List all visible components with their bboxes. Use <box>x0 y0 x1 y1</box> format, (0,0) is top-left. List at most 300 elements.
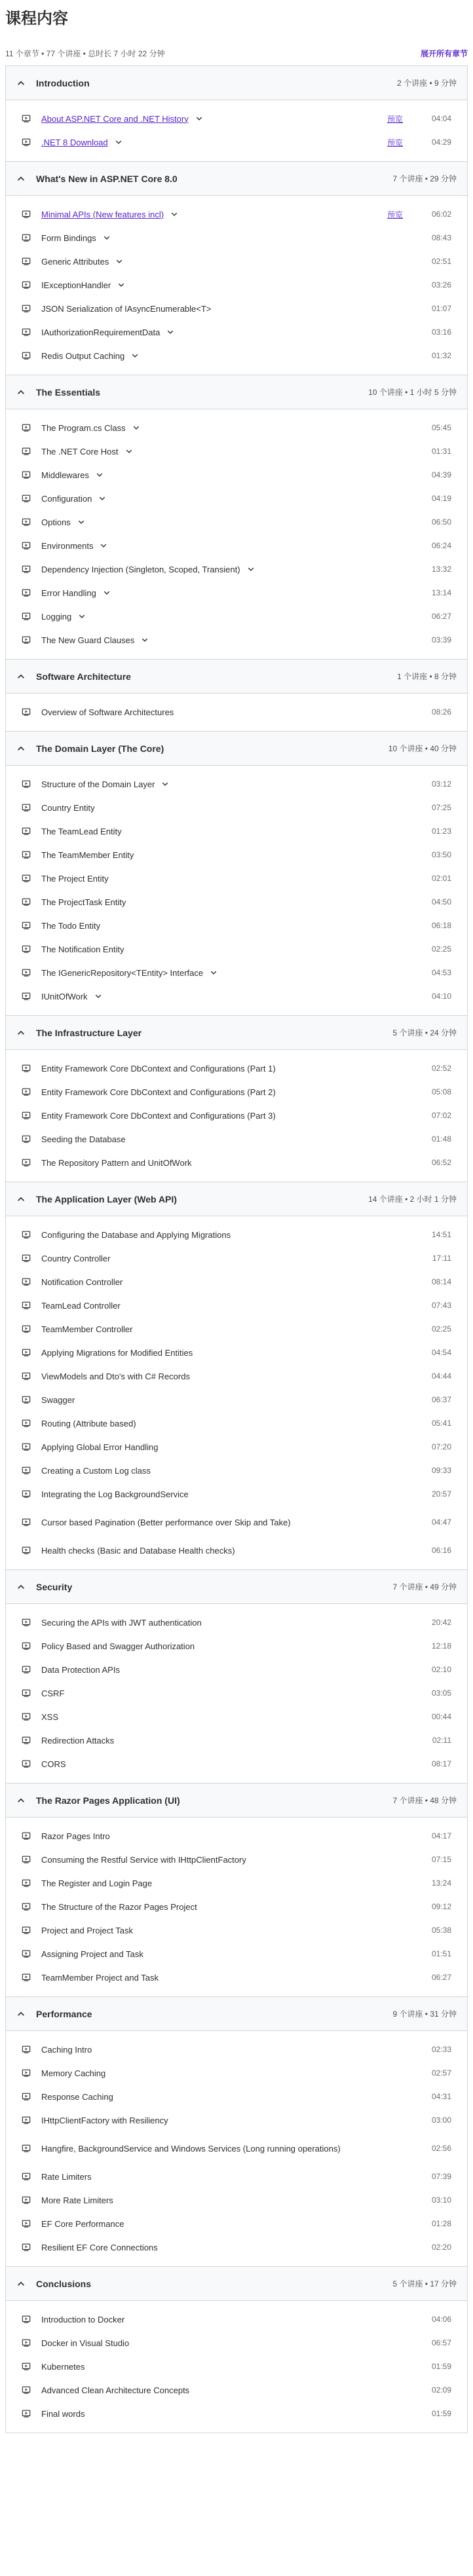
lecture-duration: 06:57 <box>431 2338 451 2347</box>
section-header[interactable] <box>6 2267 467 2301</box>
lecture-duration: 07:02 <box>431 1111 451 1120</box>
lecture-item[interactable] <box>6 202 467 226</box>
section-lecture-list <box>6 409 467 659</box>
chevron-down-icon[interactable] <box>195 114 204 123</box>
chevron-down-icon[interactable] <box>96 470 105 479</box>
lecture-title-wrap <box>41 564 429 575</box>
lecture-title: Swagger <box>41 1394 75 1405</box>
lecture-title-wrap <box>41 1277 429 1288</box>
lecture-duration: 01:59 <box>431 2409 451 2418</box>
section-header[interactable] <box>6 66 467 100</box>
video-icon <box>22 850 41 859</box>
video-icon <box>22 2195 41 2205</box>
section-header[interactable] <box>6 1570 467 1604</box>
lecture-title: Integrating the Log BackgroundService <box>41 1489 189 1499</box>
lecture-duration: 07:43 <box>431 1301 451 1310</box>
section-meta: 5 个讲座 • 17 分钟 <box>392 2279 457 2288</box>
lecture-title: The Notification Entity <box>41 944 124 954</box>
video-icon <box>22 992 41 1001</box>
chevron-down-icon[interactable] <box>131 351 140 360</box>
lecture-title-wrap <box>41 1489 429 1500</box>
chevron-down-icon[interactable] <box>103 233 112 242</box>
lecture-title: Memory Caching <box>41 2068 106 2078</box>
lecture-title-wrap <box>41 1324 429 1335</box>
section-header[interactable] <box>6 1182 467 1216</box>
section-lecture-list <box>6 1818 467 1996</box>
lecture-item <box>6 1634 467 1658</box>
lecture-title-wrap <box>41 233 429 244</box>
section-header[interactable] <box>6 1783 467 1818</box>
lecture-duration: 08:14 <box>431 1277 451 1286</box>
lecture-title: TeamLead Controller <box>41 1300 121 1311</box>
lecture-item <box>6 1658 467 1681</box>
chevron-down-icon[interactable] <box>132 423 142 432</box>
chevron-down-icon[interactable] <box>94 992 104 1001</box>
lecture-title: Error Handling <box>41 588 96 598</box>
section-lecture-list <box>6 2301 467 2433</box>
curriculum-section <box>6 66 467 161</box>
chevron-down-icon[interactable] <box>166 327 176 337</box>
video-icon <box>22 1158 41 1167</box>
lecture-item <box>6 2235 467 2259</box>
lecture-title-wrap <box>41 113 387 124</box>
lecture-title: Configuring the Database and Applying Migrations <box>41 1229 231 1240</box>
lecture-duration: 03:50 <box>431 850 451 859</box>
lecture-duration: 06:27 <box>431 1973 451 1982</box>
preview-link[interactable]: 预览 <box>387 138 403 147</box>
lecture-duration: 04:04 <box>431 114 451 123</box>
chevron-down-icon[interactable] <box>170 210 180 219</box>
video-icon <box>22 1111 41 1120</box>
lecture-title-wrap <box>41 303 429 314</box>
lecture-title: Consuming the Restful Service with IHttpClientFactory <box>41 1854 246 1865</box>
section-meta: 7 个讲座 • 48 分钟 <box>392 1796 457 1805</box>
video-icon <box>22 1230 41 1239</box>
lecture-item <box>6 1270 467 1294</box>
lecture-title: The .NET Core Host <box>41 446 119 457</box>
lecture-title-wrap <box>41 1517 429 1528</box>
lecture-duration: 02:33 <box>431 2045 451 2054</box>
lecture-title-wrap <box>41 1972 429 1983</box>
lecture-title: Advanced Clean Architecture Concepts <box>41 2385 190 2395</box>
lecture-item <box>6 1294 467 1317</box>
lecture-title: IHttpClientFactory with Resiliency <box>41 2115 168 2125</box>
lecture-duration: 09:12 <box>431 1902 451 1911</box>
video-icon <box>22 968 41 977</box>
lecture-title-wrap <box>41 1465 429 1476</box>
section-header[interactable] <box>6 1016 467 1050</box>
video-icon <box>22 1395 41 1404</box>
section-header[interactable] <box>6 660 467 694</box>
curriculum-section <box>6 1182 467 1569</box>
section-title: What's New in ASP.NET Core 8.0 <box>36 173 178 184</box>
lecture-title: Kubernetes <box>41 2361 85 2372</box>
lecture-title: The Repository Pattern and UnitOfWork <box>41 1157 192 1168</box>
course-summary: 11 个章节 • 77 个讲座 • 总时长 7 小时 22 分钟 <box>5 48 165 58</box>
lecture-title: IAuthorizationRequirementData <box>41 327 161 337</box>
lecture-title-wrap <box>41 1300 429 1311</box>
video-icon <box>22 138 41 147</box>
lecture-item <box>6 1223 467 1246</box>
lecture-title: EF Core Performance <box>41 2218 124 2229</box>
lecture-item <box>6 2188 467 2212</box>
lecture-item <box>6 700 467 724</box>
lecture-duration: 20:57 <box>431 1489 451 1499</box>
lecture-item <box>6 2165 467 2188</box>
lecture-title: Applying Migrations for Modified Entities <box>41 1347 193 1358</box>
lecture-item <box>6 1151 467 1174</box>
chevron-down-icon[interactable] <box>161 779 170 789</box>
lecture-title-wrap <box>41 1110 429 1121</box>
video-icon <box>22 1064 41 1073</box>
video-icon <box>22 327 41 337</box>
lecture-item <box>6 344 467 367</box>
section-meta: 1 个讲座 • 8 分钟 <box>397 672 457 681</box>
lecture-item <box>6 1056 467 1080</box>
section-title: Security <box>36 1581 73 1592</box>
chevron-down-icon[interactable] <box>141 635 150 644</box>
lecture-title-wrap <box>41 350 429 362</box>
lecture-title-wrap <box>41 517 429 528</box>
lecture-duration: 04:17 <box>431 1831 451 1840</box>
chevron-up-icon <box>16 174 36 183</box>
video-icon <box>22 1324 41 1334</box>
lecture-title[interactable]: Minimal APIs (New features incl) <box>41 209 164 219</box>
lecture-duration: 07:15 <box>431 1855 451 1864</box>
lecture-item <box>6 772 467 796</box>
lecture-title-wrap <box>41 2091 429 2102</box>
lecture-title-wrap <box>41 2068 429 2079</box>
section-header[interactable] <box>6 375 467 409</box>
lecture-title: ViewModels and Dto's with C# Records <box>41 1371 190 1381</box>
section-lecture-list <box>6 196 467 375</box>
lecture-item[interactable] <box>6 130 467 154</box>
lecture-item <box>6 2212 467 2235</box>
lecture-item <box>6 1435 467 1459</box>
lecture-title-wrap <box>41 1759 429 1770</box>
lecture-item <box>6 1895 467 1918</box>
chevron-down-icon[interactable] <box>98 494 107 503</box>
lecture-title: Health checks (Basic and Database Health checks) <box>41 1545 235 1556</box>
video-icon <box>22 1518 41 1527</box>
lecture-duration: 02:25 <box>431 944 451 954</box>
lecture-title-wrap <box>41 446 429 457</box>
preview-link[interactable]: 预览 <box>387 210 403 219</box>
video-icon <box>22 1736 41 1745</box>
curriculum-section <box>6 161 467 375</box>
video-icon <box>22 612 41 621</box>
video-icon <box>22 2362 41 2371</box>
lecture-item <box>6 961 467 984</box>
lecture-title: Creating a Custom Log class <box>41 1465 151 1476</box>
video-icon <box>22 1546 41 1555</box>
chevron-down-icon[interactable] <box>103 588 112 597</box>
lecture-title-wrap <box>41 920 429 931</box>
lecture-item <box>6 1918 467 1942</box>
section-title: The Domain Layer (The Core) <box>36 743 164 754</box>
lecture-item <box>6 914 467 937</box>
lecture-duration: 13:24 <box>431 1878 451 1888</box>
lecture-duration: 06:27 <box>431 612 451 621</box>
lecture-item[interactable] <box>6 107 467 130</box>
section-lecture-list <box>6 2031 467 2266</box>
video-icon <box>22 1087 41 1096</box>
curriculum-section <box>6 1783 467 1996</box>
lecture-title: Country Controller <box>41 1253 111 1263</box>
lecture-duration: 04:31 <box>431 2092 451 2101</box>
chevron-up-icon <box>16 2279 36 2288</box>
lecture-duration: 04:19 <box>431 494 451 503</box>
lecture-duration: 03:05 <box>431 1689 451 1698</box>
lecture-title-wrap <box>41 1688 429 1699</box>
video-icon <box>22 779 41 789</box>
lecture-title-wrap <box>41 1901 429 1913</box>
lecture-item <box>6 937 467 961</box>
lecture-item <box>6 581 467 605</box>
lecture-item <box>6 1388 467 1411</box>
lecture-title: The New Guard Clauses <box>41 635 135 645</box>
lecture-title-wrap <box>41 2242 429 2253</box>
lecture-duration: 05:38 <box>431 1926 451 1935</box>
curriculum-section <box>6 375 467 659</box>
lecture-duration: 13:32 <box>431 565 451 574</box>
video-icon <box>22 1254 41 1263</box>
video-icon <box>22 1926 41 1935</box>
section-meta: 7 个讲座 • 29 分钟 <box>392 174 457 183</box>
lecture-title: CSRF <box>41 1688 65 1698</box>
video-icon <box>22 874 41 883</box>
section-meta: 7 个讲座 • 49 分钟 <box>392 1582 457 1592</box>
lecture-duration: 00:44 <box>431 1712 451 1721</box>
lecture-duration: 08:43 <box>431 233 451 242</box>
lecture-title: Data Protection APIs <box>41 1664 120 1675</box>
lecture-title-wrap <box>41 280 429 291</box>
lecture-title: Redirection Attacks <box>41 1735 115 1745</box>
lecture-title: Country Entity <box>41 802 95 813</box>
lecture-item <box>6 1317 467 1341</box>
chevron-down-icon[interactable] <box>78 612 87 621</box>
section-header[interactable] <box>6 1997 467 2031</box>
lecture-duration: 06:37 <box>431 1395 451 1404</box>
lecture-title-wrap <box>41 2195 429 2206</box>
video-icon <box>22 2172 41 2181</box>
video-icon <box>22 2315 41 2324</box>
video-icon <box>22 1301 41 1310</box>
lecture-item <box>6 1942 467 1966</box>
video-icon <box>22 257 41 266</box>
lecture-title: Seeding the Database <box>41 1134 126 1144</box>
lecture-title-wrap <box>41 635 429 646</box>
lecture-title-wrap <box>41 1347 429 1358</box>
video-icon <box>22 447 41 456</box>
lecture-title: Generic Attributes <box>41 256 109 267</box>
chevron-down-icon[interactable] <box>100 541 109 550</box>
lecture-title-wrap <box>41 1253 429 1264</box>
video-icon <box>22 2338 41 2347</box>
video-icon <box>22 2219 41 2228</box>
lecture-item <box>6 534 467 557</box>
lecture-title: Razor Pages Intro <box>41 1831 110 1841</box>
chevron-down-icon[interactable] <box>247 565 256 574</box>
section-meta: 10 个讲座 • 1 小时 5 分钟 <box>368 388 457 397</box>
section-lecture-list <box>6 100 467 161</box>
lecture-title: Notification Controller <box>41 1277 123 1287</box>
lecture-item <box>6 1459 467 1482</box>
lecture-duration: 02:20 <box>431 2243 451 2252</box>
lecture-title: Resilient EF Core Connections <box>41 2242 158 2252</box>
video-icon <box>22 423 41 432</box>
section-title: Performance <box>36 2008 92 2019</box>
lecture-title[interactable]: About ASP.NET Core and .NET History <box>41 113 189 124</box>
lecture-item <box>6 819 467 843</box>
lecture-title: JSON Serialization of IAsyncEnumerable<T> <box>41 303 212 314</box>
video-icon <box>22 541 41 550</box>
lecture-duration: 01:23 <box>431 827 451 836</box>
lecture-item <box>6 843 467 867</box>
lecture-title-wrap <box>41 1831 429 1842</box>
lecture-title: The Todo Entity <box>41 920 101 931</box>
lecture-item <box>6 1127 467 1151</box>
lecture-title: Response Caching <box>41 2091 113 2102</box>
lecture-title: Overview of Software Architectures <box>41 707 174 717</box>
section-lecture-list <box>6 766 467 1015</box>
lecture-item <box>6 1848 467 1871</box>
lecture-duration: 08:26 <box>431 707 451 717</box>
lecture-title-wrap <box>41 1134 429 1145</box>
lecture-title-wrap <box>41 2361 429 2372</box>
lecture-title: CORS <box>41 1759 66 1769</box>
lecture-title-wrap <box>41 209 387 220</box>
lecture-item <box>6 250 467 273</box>
preview-link[interactable]: 预览 <box>387 114 403 124</box>
video-icon <box>22 280 41 289</box>
lecture-title-wrap <box>41 1711 429 1723</box>
lecture-duration: 13:14 <box>431 588 451 597</box>
video-icon <box>22 803 41 812</box>
lecture-title: TeamMember Controller <box>41 1324 133 1334</box>
video-icon <box>22 897 41 906</box>
section-meta: 9 个讲座 • 31 分钟 <box>392 2009 457 2019</box>
chevron-down-icon[interactable] <box>210 968 219 977</box>
lecture-duration: 02:11 <box>432 1736 451 1745</box>
lecture-item <box>6 1104 467 1127</box>
lecture-title: Rate Limiters <box>41 2171 92 2182</box>
lecture-duration: 05:08 <box>431 1087 451 1096</box>
chevron-up-icon <box>16 2009 36 2019</box>
lecture-item <box>6 439 467 463</box>
lecture-duration: 01:48 <box>431 1134 451 1144</box>
lecture-title-wrap <box>41 2408 429 2419</box>
lecture-item <box>6 2108 467 2132</box>
lecture-title: The TeamLead Entity <box>41 826 122 836</box>
lecture-item <box>6 1341 467 1364</box>
lecture-duration: 03:39 <box>431 635 451 644</box>
lecture-title: Entity Framework Core DbContext and Configurations (Part 1) <box>41 1063 276 1073</box>
video-icon <box>22 1973 41 1982</box>
lecture-title-wrap <box>41 1878 429 1889</box>
video-icon <box>22 233 41 242</box>
section-title: Conclusions <box>36 2278 92 2289</box>
lecture-item <box>6 796 467 819</box>
lecture-duration: 07:39 <box>431 2172 451 2181</box>
expand-all-sections-button[interactable]: 展开所有章节 <box>420 48 468 58</box>
lecture-item <box>6 628 467 652</box>
section-title: The Essentials <box>36 386 101 398</box>
lecture-title: Environments <box>41 540 94 551</box>
section-header[interactable] <box>6 162 467 196</box>
video-icon <box>22 1618 41 1627</box>
video-icon <box>22 1855 41 1864</box>
lecture-duration: 01:32 <box>431 351 451 360</box>
video-icon <box>22 304 41 313</box>
video-icon <box>22 470 41 479</box>
lecture-title-wrap <box>41 779 429 790</box>
lecture-item <box>6 2331 467 2355</box>
lecture-item <box>6 1824 467 1848</box>
lecture-item <box>6 1611 467 1634</box>
video-icon <box>22 2045 41 2054</box>
video-icon <box>22 2092 41 2101</box>
lecture-title: The TeamMember Entity <box>41 849 134 860</box>
chevron-down-icon[interactable] <box>117 280 126 289</box>
lecture-title-wrap <box>41 611 429 622</box>
lecture-title: Project and Project Task <box>41 1925 133 1935</box>
lecture-title-wrap <box>41 2338 429 2349</box>
lecture-title-wrap <box>41 493 429 504</box>
lecture-title-wrap <box>41 1442 429 1453</box>
lecture-title: The Project Entity <box>41 873 109 884</box>
lecture-duration: 01:51 <box>431 1949 451 1958</box>
lecture-title-wrap <box>41 897 429 908</box>
lecture-title: Structure of the Domain Layer <box>41 779 155 789</box>
section-header[interactable] <box>6 732 467 766</box>
lecture-duration: 04:06 <box>431 2315 451 2324</box>
chevron-down-icon[interactable] <box>115 138 124 147</box>
lecture-duration: 04:54 <box>431 1348 451 1357</box>
lecture-item <box>6 2355 467 2378</box>
lecture-title-wrap <box>41 1854 429 1865</box>
chevron-down-icon[interactable] <box>115 257 124 266</box>
lecture-title: Cursor based Pagination (Better performance over Skip and Take) <box>41 1517 291 1527</box>
lecture-item <box>6 1966 467 1989</box>
lecture-item <box>6 1539 467 1562</box>
lecture-title: Final words <box>41 2408 85 2419</box>
video-icon <box>22 707 41 717</box>
lecture-title-wrap <box>41 137 387 148</box>
lecture-title-wrap <box>41 2044 429 2055</box>
video-icon <box>22 1831 41 1840</box>
lecture-title-wrap <box>41 1157 429 1168</box>
lecture-title: Entity Framework Core DbContext and Configurations (Part 2) <box>41 1087 276 1097</box>
lecture-title: The Program.cs Class <box>41 422 126 433</box>
lecture-duration: 02:10 <box>431 1665 451 1674</box>
video-icon <box>22 114 41 123</box>
chevron-up-icon <box>16 672 36 681</box>
lecture-title: Form Bindings <box>41 233 96 243</box>
lecture-duration: 04:29 <box>431 138 451 147</box>
lecture-title-wrap <box>41 1394 429 1406</box>
chevron-down-icon[interactable] <box>125 447 134 456</box>
lecture-item <box>6 1364 467 1388</box>
lecture-title-wrap <box>41 826 429 837</box>
chevron-down-icon[interactable] <box>77 517 86 527</box>
lecture-title-wrap <box>41 588 429 599</box>
lecture-title-wrap <box>41 1925 429 1936</box>
curriculum-section <box>6 1996 467 2266</box>
lecture-title[interactable]: .NET 8 Download <box>41 137 108 147</box>
lecture-title-wrap <box>41 2143 429 2154</box>
lecture-duration: 03:16 <box>431 327 451 337</box>
